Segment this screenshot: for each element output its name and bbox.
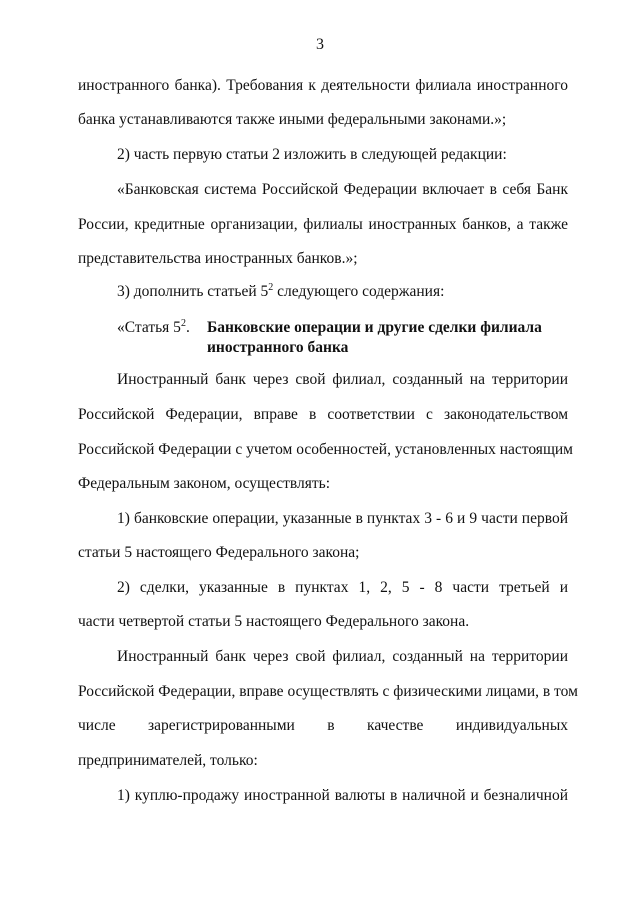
text-line: представительства иностранных банков.»; <box>78 250 358 267</box>
text-line: Российской Федерации с учетом особенностей, установленных настоящим <box>78 441 573 458</box>
text-line: иностранного банка). Требования к деятельности филиала иностранного <box>78 77 568 94</box>
article-label-superscript: 2 <box>180 318 186 329</box>
text-line: числе зарегистрированными в качестве индивидуальных <box>78 717 568 734</box>
text-line: Иностранный банк через свой филиал, созданный на территории <box>117 648 568 665</box>
article-label-text: «Статья 5 <box>117 319 181 336</box>
text-line: предпринимателей, только: <box>78 752 258 769</box>
text-line: Иностранный банк через свой филиал, созданный на территории <box>117 371 568 388</box>
text-line: статьи 5 настоящего Федерального закона; <box>78 544 360 561</box>
text-line: «Банковская система Российской Федерации включает в себя Банк <box>117 181 568 198</box>
text-line: 1) куплю-продажу иностранной валюты в наличной и безналичной <box>117 787 568 804</box>
text-line: Российской Федерации, вправе в соответствии с законодательством <box>78 406 568 423</box>
text-line: части четвертой статьи 5 настоящего Федерального закона. <box>78 613 470 630</box>
text-line: России, кредитные организации, филиалы иностранных банков, а также <box>78 216 568 233</box>
text-line <box>117 282 568 302</box>
text-fragment: 3) дополнить статьей 5 <box>117 283 269 300</box>
text-line: Российской Федерации, вправе осуществлять с физическими лицами, в том <box>78 683 578 700</box>
text-line: Федеральным законом, осуществлять: <box>78 475 330 492</box>
article-label <box>117 318 190 338</box>
text-line: 2) сделки, указанные в пунктах 1, 2, 5 - 8 части третьей и <box>117 579 568 596</box>
text-line: банка устанавливаются также иными федеральными законами.»; <box>78 111 507 128</box>
article-label-dot: . <box>185 319 190 336</box>
text-line: 1) банковские операции, указанные в пунктах 3 - 6 и 9 части первой <box>117 510 568 527</box>
superscript: 2 <box>268 282 274 293</box>
text-line: 2) часть первую статьи 2 изложить в следующей редакции: <box>117 146 507 163</box>
article-title: Банковские операции и другие сделки филиала иностранного банка <box>207 319 542 356</box>
page-number: 3 <box>316 36 324 53</box>
text-fragment: следующего содержания: <box>273 283 445 300</box>
